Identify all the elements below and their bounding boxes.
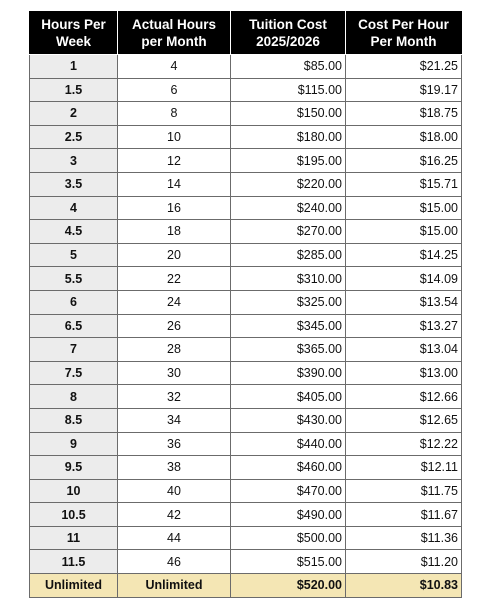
header-line: Per Month — [370, 34, 437, 49]
actual-hours-cell: 22 — [118, 267, 231, 291]
table-row — [30, 550, 462, 574]
hours-per-week-cell: 2 — [30, 102, 118, 126]
tuition-cost-cell: $180.00 — [231, 125, 346, 149]
header-line: 2025/2026 — [256, 34, 320, 49]
cost-per-hour-cell: $14.09 — [346, 267, 462, 291]
tuition-cost-cell: $85.00 — [231, 55, 346, 79]
hours-per-week-cell: 2.5 — [30, 125, 118, 149]
tuition-cost-cell: $365.00 — [231, 338, 346, 362]
table-row — [30, 196, 462, 220]
tuition-cost-cell: $195.00 — [231, 149, 346, 173]
tuition-cost-cell: $270.00 — [231, 220, 346, 244]
actual-hours-cell: 32 — [118, 385, 231, 409]
actual-hours-cell: 4 — [118, 55, 231, 79]
cost-per-hour-cell: $11.75 — [346, 479, 462, 503]
hours-per-week-cell: 4 — [30, 196, 118, 220]
actual-hours-cell: 42 — [118, 503, 231, 527]
header-line: per Month — [141, 34, 207, 49]
hours-per-week-cell: 9.5 — [30, 456, 118, 480]
actual-hours-cell: Unlimited — [118, 574, 231, 598]
table-row — [30, 456, 462, 480]
actual-hours-cell: 40 — [118, 479, 231, 503]
table-row — [30, 526, 462, 550]
table-row — [30, 172, 462, 196]
tuition-cost-cell: $220.00 — [231, 172, 346, 196]
cost-per-hour-cell: $12.22 — [346, 432, 462, 456]
tuition-cost-cell: $150.00 — [231, 102, 346, 126]
hours-per-week-cell: 10 — [30, 479, 118, 503]
cost-per-hour-cell: $12.66 — [346, 385, 462, 409]
actual-hours-cell: 28 — [118, 338, 231, 362]
table-row — [30, 290, 462, 314]
table-row — [30, 314, 462, 338]
tuition-cost-cell: $325.00 — [231, 290, 346, 314]
header-line: Tuition Cost — [249, 17, 327, 32]
hours-per-week-cell: 9 — [30, 432, 118, 456]
table-row — [30, 338, 462, 362]
cost-per-hour-cell: $10.83 — [346, 574, 462, 598]
header-cost-per-hour — [346, 12, 462, 55]
table-row — [30, 267, 462, 291]
cost-per-hour-cell: $13.04 — [346, 338, 462, 362]
actual-hours-cell: 34 — [118, 408, 231, 432]
cost-per-hour-cell: $15.71 — [346, 172, 462, 196]
actual-hours-cell: 44 — [118, 526, 231, 550]
hours-per-week-cell: 1 — [30, 55, 118, 79]
header-tuition-cost — [231, 12, 346, 55]
tuition-cost-cell: $430.00 — [231, 408, 346, 432]
cost-per-hour-cell: $15.00 — [346, 220, 462, 244]
table-row — [30, 503, 462, 527]
tuition-cost-cell: $405.00 — [231, 385, 346, 409]
table-row — [30, 243, 462, 267]
table-row — [30, 479, 462, 503]
tuition-cost-cell: $285.00 — [231, 243, 346, 267]
table-header-row — [30, 12, 462, 55]
header-actual-hours-per-month — [118, 12, 231, 55]
actual-hours-cell: 30 — [118, 361, 231, 385]
table-row — [30, 220, 462, 244]
actual-hours-cell: 38 — [118, 456, 231, 480]
cost-per-hour-cell: $18.00 — [346, 125, 462, 149]
actual-hours-cell: 16 — [118, 196, 231, 220]
cost-per-hour-cell: $11.20 — [346, 550, 462, 574]
hours-per-week-cell: Unlimited — [30, 574, 118, 598]
tuition-cost-cell: $520.00 — [231, 574, 346, 598]
hours-per-week-cell: 11.5 — [30, 550, 118, 574]
cost-per-hour-cell: $19.17 — [346, 78, 462, 102]
cost-per-hour-cell: $11.67 — [346, 503, 462, 527]
actual-hours-cell: 26 — [118, 314, 231, 338]
cost-per-hour-cell: $18.75 — [346, 102, 462, 126]
hours-per-week-cell: 11 — [30, 526, 118, 550]
hours-per-week-cell: 8.5 — [30, 408, 118, 432]
cost-per-hour-cell: $11.36 — [346, 526, 462, 550]
header-hours-per-week — [30, 12, 118, 55]
actual-hours-cell: 24 — [118, 290, 231, 314]
tuition-cost-cell: $500.00 — [231, 526, 346, 550]
actual-hours-cell: 12 — [118, 149, 231, 173]
table-row — [30, 385, 462, 409]
actual-hours-cell: 8 — [118, 102, 231, 126]
hours-per-week-cell: 5 — [30, 243, 118, 267]
cost-per-hour-cell: $13.54 — [346, 290, 462, 314]
cost-per-hour-cell: $13.27 — [346, 314, 462, 338]
cost-per-hour-cell: $12.11 — [346, 456, 462, 480]
actual-hours-cell: 18 — [118, 220, 231, 244]
hours-per-week-cell: 3 — [30, 149, 118, 173]
tuition-cost-cell: $115.00 — [231, 78, 346, 102]
header-line: Actual Hours — [131, 17, 216, 32]
tuition-cost-cell: $490.00 — [231, 503, 346, 527]
cost-per-hour-cell: $16.25 — [346, 149, 462, 173]
cost-per-hour-cell: $14.25 — [346, 243, 462, 267]
header-line: Hours Per — [41, 17, 106, 32]
tuition-cost-cell: $240.00 — [231, 196, 346, 220]
cost-per-hour-cell: $13.00 — [346, 361, 462, 385]
table-row — [30, 55, 462, 79]
hours-per-week-cell: 10.5 — [30, 503, 118, 527]
tuition-cost-cell: $390.00 — [231, 361, 346, 385]
tuition-table — [29, 11, 462, 598]
hours-per-week-cell: 6.5 — [30, 314, 118, 338]
cost-per-hour-cell: $15.00 — [346, 196, 462, 220]
table-row — [30, 408, 462, 432]
header-line: Week — [55, 34, 92, 49]
table-row-unlimited — [30, 574, 462, 598]
hours-per-week-cell: 7.5 — [30, 361, 118, 385]
hours-per-week-cell: 5.5 — [30, 267, 118, 291]
tuition-cost-cell: $460.00 — [231, 456, 346, 480]
table-row — [30, 125, 462, 149]
actual-hours-cell: 46 — [118, 550, 231, 574]
actual-hours-cell: 20 — [118, 243, 231, 267]
hours-per-week-cell: 7 — [30, 338, 118, 362]
cost-per-hour-cell: $21.25 — [346, 55, 462, 79]
hours-per-week-cell: 4.5 — [30, 220, 118, 244]
tuition-cost-cell: $345.00 — [231, 314, 346, 338]
hours-per-week-cell: 8 — [30, 385, 118, 409]
cost-per-hour-cell: $12.65 — [346, 408, 462, 432]
tuition-cost-cell: $515.00 — [231, 550, 346, 574]
actual-hours-cell: 6 — [118, 78, 231, 102]
table-row — [30, 78, 462, 102]
tuition-cost-cell: $310.00 — [231, 267, 346, 291]
table-row — [30, 149, 462, 173]
hours-per-week-cell: 6 — [30, 290, 118, 314]
tuition-cost-cell: $440.00 — [231, 432, 346, 456]
table-row — [30, 361, 462, 385]
actual-hours-cell: 10 — [118, 125, 231, 149]
table-body — [30, 55, 462, 598]
actual-hours-cell: 36 — [118, 432, 231, 456]
table-row — [30, 102, 462, 126]
hours-per-week-cell: 3.5 — [30, 172, 118, 196]
tuition-cost-cell: $470.00 — [231, 479, 346, 503]
table-row — [30, 432, 462, 456]
hours-per-week-cell: 1.5 — [30, 78, 118, 102]
actual-hours-cell: 14 — [118, 172, 231, 196]
header-line: Cost Per Hour — [358, 17, 449, 32]
